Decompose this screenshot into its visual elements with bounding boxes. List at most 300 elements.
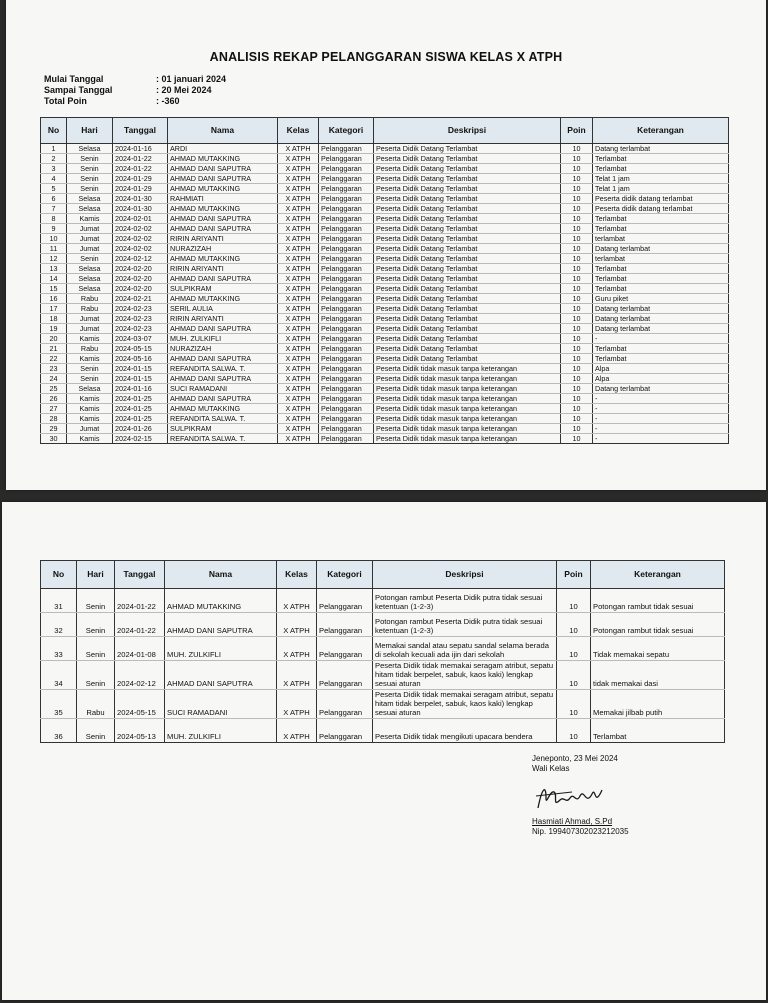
cell-tanggal: 2024-01-16 (113, 144, 168, 154)
cell-deskripsi: Peserta Didik Datang Terlambat (374, 314, 561, 324)
cell-deskripsi: Peserta Didik Datang Terlambat (374, 274, 561, 284)
cell-kelas: X ATPH (277, 613, 317, 637)
cell-tanggal: 2024-05-13 (115, 719, 165, 743)
col-tanggal: Tanggal (113, 118, 168, 144)
cell-tanggal: 2024-02-12 (113, 254, 168, 264)
cell-deskripsi: Peserta Didik tidak masuk tanpa keterangan (374, 384, 561, 394)
cell-tanggal: 2024-02-02 (113, 244, 168, 254)
table-row (41, 384, 729, 394)
table-row (41, 254, 729, 264)
cell-poin: 10 (561, 184, 593, 194)
cell-tanggal: 2024-01-16 (113, 384, 168, 394)
cell-kategori: Pelanggaran (319, 284, 374, 294)
cell-kategori: Pelanggaran (319, 174, 374, 184)
col-poin: Poin (557, 561, 591, 589)
cell-poin: 10 (561, 244, 593, 254)
cell-nama: RIRIN ARIYANTI (168, 264, 278, 274)
meta-row (44, 74, 226, 85)
cell-kategori: Pelanggaran (317, 690, 373, 719)
cell-keterangan: Terlambat (593, 154, 729, 164)
cell-tanggal: 2024-05-15 (115, 690, 165, 719)
cell-poin: 10 (561, 404, 593, 414)
cell-tanggal: 2024-01-25 (113, 394, 168, 404)
table-row (41, 661, 725, 690)
cell-no: 30 (41, 434, 67, 444)
meta-label: Total Poin (44, 96, 87, 106)
cell-no: 18 (41, 314, 67, 324)
cell-no: 26 (41, 394, 67, 404)
cell-keterangan: Terlambat (593, 214, 729, 224)
cell-keterangan: tidak memakai dasi (591, 661, 725, 690)
cell-tanggal: 2024-01-15 (113, 364, 168, 374)
col-nama: Nama (168, 118, 278, 144)
cell-deskripsi: Peserta Didik Datang Terlambat (374, 144, 561, 154)
signer-nip: Nip. 199407302023212035 (532, 827, 629, 836)
table-row (41, 344, 729, 354)
cell-keterangan: - (593, 414, 729, 424)
col-deskripsi: Deskripsi (374, 118, 561, 144)
cell-nama: ARDI (168, 144, 278, 154)
cell-hari: Jumat (67, 424, 113, 434)
cell-tanggal: 2024-01-30 (113, 194, 168, 204)
cell-poin: 10 (561, 374, 593, 384)
cell-keterangan: Memakai jilbab putih (591, 690, 725, 719)
cell-kategori: Pelanggaran (319, 234, 374, 244)
cell-kelas: X ATPH (278, 184, 319, 194)
cell-kategori: Pelanggaran (319, 244, 374, 254)
cell-nama: REFANDITA SALWA. T. (168, 414, 278, 424)
cell-nama: AHMAD MUTAKKING (168, 404, 278, 414)
cell-poin: 10 (561, 334, 593, 344)
report-title: ANALISIS REKAP PELANGGARAN SISWA KELAS X ATPH (209, 50, 563, 64)
cell-hari: Selasa (67, 194, 113, 204)
cell-deskripsi: Peserta Didik Datang Terlambat (374, 244, 561, 254)
cell-keterangan: Terlambat (593, 344, 729, 354)
cell-poin: 10 (561, 144, 593, 154)
cell-poin: 10 (561, 344, 593, 354)
cell-hari: Senin (67, 364, 113, 374)
cell-kelas: X ATPH (278, 374, 319, 384)
cell-poin: 10 (561, 294, 593, 304)
cell-hari: Kamis (67, 404, 113, 414)
cell-nama: SULPIKRAM (168, 424, 278, 434)
cell-deskripsi: Memakai sandal atau sepatu sandal selama berada di sekolah kecuali ada ijin dari sekolah (373, 637, 557, 661)
cell-no: 10 (41, 234, 67, 244)
cell-kelas: X ATPH (278, 234, 319, 244)
cell-tanggal: 2024-02-23 (113, 314, 168, 324)
cell-kategori: Pelanggaran (319, 324, 374, 334)
cell-kelas: X ATPH (278, 264, 319, 274)
cell-poin: 10 (557, 637, 591, 661)
cell-poin: 10 (561, 274, 593, 284)
cell-keterangan: - (593, 334, 729, 344)
cell-no: 2 (41, 154, 67, 164)
cell-kelas: X ATPH (278, 224, 319, 234)
cell-kelas: X ATPH (278, 424, 319, 434)
cell-kategori: Pelanggaran (319, 364, 374, 374)
cell-keterangan: terlambat (593, 254, 729, 264)
table-row (41, 364, 729, 374)
cell-hari: Senin (67, 154, 113, 164)
cell-deskripsi: Peserta Didik Datang Terlambat (374, 204, 561, 214)
cell-keterangan: Terlambat (593, 264, 729, 274)
cell-keterangan: Peserta didik datang terlambat (593, 204, 729, 214)
cell-nama: MUH. ZULKIFLI (165, 719, 277, 743)
cell-hari: Senin (77, 637, 115, 661)
cell-deskripsi: Peserta Didik Datang Terlambat (374, 174, 561, 184)
cell-kategori: Pelanggaran (317, 661, 373, 690)
table-row (41, 234, 729, 244)
cell-kategori: Pelanggaran (319, 334, 374, 344)
cell-kelas: X ATPH (278, 314, 319, 324)
cell-keterangan: Telat 1 jam (593, 174, 729, 184)
cell-tanggal: 2024-02-01 (113, 214, 168, 224)
cell-poin: 10 (561, 304, 593, 314)
cell-deskripsi: Peserta Didik Datang Terlambat (374, 264, 561, 274)
cell-kelas: X ATPH (278, 304, 319, 314)
cell-keterangan: Terlambat (593, 274, 729, 284)
cell-kategori: Pelanggaran (319, 384, 374, 394)
cell-kategori: Pelanggaran (319, 344, 374, 354)
cell-tanggal: 2024-02-20 (113, 284, 168, 294)
cell-hari: Jumat (67, 324, 113, 334)
cell-no: 7 (41, 204, 67, 214)
cell-keterangan: Datang terlambat (593, 144, 729, 154)
cell-nama: REFANDITA SALWA. T. (168, 434, 278, 444)
cell-hari: Senin (77, 613, 115, 637)
table-row (41, 214, 729, 224)
cell-tanggal: 2024-02-15 (113, 434, 168, 444)
cell-keterangan: Datang terlambat (593, 314, 729, 324)
cell-kelas: X ATPH (278, 394, 319, 404)
cell-hari: Selasa (67, 274, 113, 284)
cell-hari: Senin (67, 254, 113, 264)
cell-hari: Kamis (67, 334, 113, 344)
cell-no: 6 (41, 194, 67, 204)
cell-hari: Senin (67, 184, 113, 194)
cell-hari: Senin (77, 661, 115, 690)
cell-no: 22 (41, 354, 67, 364)
col-poin: Poin (561, 118, 593, 144)
cell-hari: Selasa (67, 284, 113, 294)
table-row (41, 424, 729, 434)
cell-hari: Selasa (67, 264, 113, 274)
cell-tanggal: 2024-02-02 (113, 234, 168, 244)
cell-keterangan: Potongan rambut tidak sesuai (591, 613, 725, 637)
cell-kelas: X ATPH (277, 637, 317, 661)
cell-nama: AHMAD MUTAKKING (168, 204, 278, 214)
meta-row (44, 85, 226, 96)
cell-poin: 10 (557, 690, 591, 719)
cell-kelas: X ATPH (278, 324, 319, 334)
col-tanggal: Tanggal (115, 561, 165, 589)
cell-kelas: X ATPH (278, 214, 319, 224)
cell-no: 12 (41, 254, 67, 264)
cell-kategori: Pelanggaran (319, 294, 374, 304)
cell-nama: MUH. ZULKIFLI (165, 637, 277, 661)
cell-poin: 10 (557, 613, 591, 637)
cell-nama: SULPIKRAM (168, 284, 278, 294)
table-row (41, 434, 729, 444)
cell-kategori: Pelanggaran (317, 613, 373, 637)
cell-deskripsi: Peserta Didik tidak masuk tanpa keterangan (374, 364, 561, 374)
col-no: No (41, 118, 67, 144)
page-1 (6, 0, 766, 490)
cell-hari: Selasa (67, 204, 113, 214)
cell-keterangan: Terlambat (591, 719, 725, 743)
table-row (41, 589, 725, 613)
cell-nama: AHMAD MUTAKKING (168, 294, 278, 304)
cell-deskripsi: Peserta Didik tidak memakai seragam atribut, sepatu hitam tidak berpelet, sabuk, kaos kaki) lengkap sesuai aturan (373, 690, 557, 719)
handwritten-signature-image (532, 778, 612, 814)
cell-kategori: Pelanggaran (319, 194, 374, 204)
cell-hari: Jumat (67, 234, 113, 244)
cell-deskripsi: Peserta Didik tidak mengikuti upacara bendera (373, 719, 557, 743)
cell-nama: REFANDITA SALWA. T. (168, 364, 278, 374)
cell-deskripsi: Peserta Didik Datang Terlambat (374, 224, 561, 234)
cell-kategori: Pelanggaran (319, 404, 374, 414)
cell-tanggal: 2024-05-15 (113, 344, 168, 354)
cell-poin: 10 (557, 719, 591, 743)
cell-tanggal: 2024-05-16 (113, 354, 168, 364)
cell-keterangan: Datang terlambat (593, 324, 729, 334)
cell-keterangan: - (593, 404, 729, 414)
cell-kategori: Pelanggaran (319, 214, 374, 224)
cell-poin: 10 (561, 204, 593, 214)
cell-hari: Senin (67, 174, 113, 184)
cell-kategori: Pelanggaran (319, 394, 374, 404)
cell-hari: Jumat (67, 224, 113, 234)
cell-kelas: X ATPH (278, 384, 319, 394)
cell-deskripsi: Peserta Didik Datang Terlambat (374, 284, 561, 294)
violations-table (40, 117, 729, 444)
meta-label: Sampai Tanggal (44, 85, 113, 95)
cell-tanggal: 2024-01-22 (115, 589, 165, 613)
cell-no: 21 (41, 344, 67, 354)
cell-nama: AHMAD DANI SAPUTRA (165, 661, 277, 690)
cell-nama: AHMAD DANI SAPUTRA (168, 394, 278, 404)
cell-deskripsi: Peserta Didik tidak memakai seragam atribut, sepatu hitam tidak berpelet, sabuk, kaos kaki) lengkap sesuai aturan (373, 661, 557, 690)
cell-nama: NURAZIZAH (168, 244, 278, 254)
cell-keterangan: Terlambat (593, 164, 729, 174)
cell-nama: AHMAD DANI SAPUTRA (168, 174, 278, 184)
table-row (41, 144, 729, 154)
cell-keterangan: Tidak memakai sepatu (591, 637, 725, 661)
cell-no: 9 (41, 224, 67, 234)
cell-no: 5 (41, 184, 67, 194)
table-row (41, 294, 729, 304)
cell-tanggal: 2024-01-25 (113, 414, 168, 424)
cell-no: 24 (41, 374, 67, 384)
cell-keterangan: Guru piket (593, 294, 729, 304)
cell-no: 36 (41, 719, 77, 743)
cell-hari: Senin (67, 164, 113, 174)
cell-keterangan: Telat 1 jam (593, 184, 729, 194)
cell-tanggal: 2024-02-21 (113, 294, 168, 304)
cell-keterangan: Terlambat (593, 354, 729, 364)
cell-kelas: X ATPH (278, 354, 319, 364)
signer-role: Wali Kelas (532, 764, 570, 773)
cell-hari: Senin (77, 719, 115, 743)
col-nama: Nama (165, 561, 277, 589)
cell-poin: 10 (561, 384, 593, 394)
cell-hari: Kamis (67, 394, 113, 404)
cell-hari: Rabu (67, 304, 113, 314)
cell-no: 23 (41, 364, 67, 374)
cell-deskripsi: Peserta Didik Datang Terlambat (374, 354, 561, 364)
cell-no: 15 (41, 284, 67, 294)
table-row (41, 224, 729, 234)
cell-deskripsi: Peserta Didik Datang Terlambat (374, 334, 561, 344)
table-row (41, 244, 729, 254)
col-kelas: Kelas (278, 118, 319, 144)
cell-tanggal: 2024-02-02 (113, 224, 168, 234)
cell-kelas: X ATPH (278, 434, 319, 444)
cell-kategori: Pelanggaran (317, 719, 373, 743)
cell-hari: Jumat (67, 244, 113, 254)
cell-nama: AHMAD MUTAKKING (168, 154, 278, 164)
cell-poin: 10 (561, 174, 593, 184)
cell-kelas: X ATPH (278, 154, 319, 164)
cell-hari: Kamis (67, 414, 113, 424)
cell-no: 32 (41, 613, 77, 637)
cell-no: 14 (41, 274, 67, 284)
cell-poin: 10 (561, 414, 593, 424)
cell-nama: SUCI RAMADANI (168, 384, 278, 394)
cell-no: 25 (41, 384, 67, 394)
table-row (41, 184, 729, 194)
violations-table-continued (40, 560, 725, 743)
cell-kelas: X ATPH (278, 284, 319, 294)
cell-hari: Senin (67, 374, 113, 384)
cell-nama: RIRIN ARIYANTI (168, 314, 278, 324)
cell-tanggal: 2024-01-22 (113, 154, 168, 164)
meta-value: : 20 Mei 2024 (156, 85, 212, 95)
cell-kelas: X ATPH (278, 164, 319, 174)
cell-no: 4 (41, 174, 67, 184)
table-row (41, 194, 729, 204)
table-row (41, 154, 729, 164)
cell-kelas: X ATPH (278, 274, 319, 284)
page-2 (2, 502, 766, 1000)
table-header (41, 561, 725, 589)
cell-nama: SERIL AULIA (168, 304, 278, 314)
cell-deskripsi: Peserta Didik Datang Terlambat (374, 304, 561, 314)
cell-deskripsi: Potongan rambut Peserta Didik putra tidak sesuai ketentuan (1-2-3) (373, 589, 557, 613)
col-deskripsi: Deskripsi (373, 561, 557, 589)
cell-no: 31 (41, 589, 77, 613)
table-row (41, 304, 729, 314)
cell-no: 27 (41, 404, 67, 414)
cell-poin: 10 (561, 394, 593, 404)
table-row (41, 204, 729, 214)
col-kelas: Kelas (277, 561, 317, 589)
col-keterangan: Keterangan (591, 561, 725, 589)
cell-keterangan: Terlambat (593, 224, 729, 234)
cell-kategori: Pelanggaran (319, 374, 374, 384)
place-date: Jeneponto, 23 Mei 2024 (532, 754, 618, 763)
cell-kategori: Pelanggaran (317, 637, 373, 661)
cell-tanggal: 2024-01-29 (113, 184, 168, 194)
cell-kelas: X ATPH (277, 661, 317, 690)
meta-value: : -360 (156, 96, 180, 106)
table-row (41, 690, 725, 719)
cell-nama: AHMAD DANI SAPUTRA (168, 354, 278, 364)
cell-tanggal: 2024-01-29 (113, 174, 168, 184)
cell-deskripsi: Peserta Didik Datang Terlambat (374, 324, 561, 334)
cell-nama: AHMAD DANI SAPUTRA (168, 224, 278, 234)
cell-tanggal: 2024-01-25 (113, 404, 168, 414)
table-row (41, 164, 729, 174)
cell-nama: AHMAD DANI SAPUTRA (165, 613, 277, 637)
cell-kategori: Pelanggaran (319, 164, 374, 174)
cell-keterangan: Terlambat (593, 284, 729, 294)
cell-kategori: Pelanggaran (319, 224, 374, 234)
cell-hari: Kamis (67, 214, 113, 224)
table-header (41, 118, 729, 144)
col-no: No (41, 561, 77, 589)
cell-keterangan: Datang terlambat (593, 244, 729, 254)
cell-hari: Rabu (67, 344, 113, 354)
meta-row (44, 96, 226, 107)
cell-nama: NURAZIZAH (168, 344, 278, 354)
cell-kelas: X ATPH (278, 404, 319, 414)
cell-nama: AHMAD DANI SAPUTRA (168, 374, 278, 384)
cell-poin: 10 (561, 254, 593, 264)
cell-poin: 10 (561, 314, 593, 324)
cell-deskripsi: Peserta Didik Datang Terlambat (374, 154, 561, 164)
cell-deskripsi: Peserta Didik Datang Terlambat (374, 234, 561, 244)
cell-poin: 10 (561, 284, 593, 294)
cell-poin: 10 (561, 164, 593, 174)
cell-hari: Selasa (67, 384, 113, 394)
cell-tanggal: 2024-01-22 (113, 164, 168, 174)
table-row (41, 374, 729, 384)
cell-no: 3 (41, 164, 67, 174)
cell-poin: 10 (561, 234, 593, 244)
cell-keterangan: - (593, 434, 729, 444)
cell-kategori: Pelanggaran (319, 434, 374, 444)
cell-no: 13 (41, 264, 67, 274)
cell-poin: 10 (561, 324, 593, 334)
cell-tanggal: 2024-01-15 (113, 374, 168, 384)
cell-deskripsi: Peserta Didik tidak masuk tanpa keterangan (374, 424, 561, 434)
cell-kelas: X ATPH (278, 344, 319, 354)
cell-no: 16 (41, 294, 67, 304)
table-row (41, 174, 729, 184)
table-row (41, 324, 729, 334)
cell-tanggal: 2024-02-20 (113, 274, 168, 284)
cell-nama: SUCI RAMADANI (165, 690, 277, 719)
cell-tanggal: 2024-02-20 (113, 264, 168, 274)
cell-kategori: Pelanggaran (319, 304, 374, 314)
cell-tanggal: 2024-02-23 (113, 304, 168, 314)
cell-deskripsi: Peserta Didik tidak masuk tanpa keterangan (374, 394, 561, 404)
cell-poin: 10 (561, 364, 593, 374)
cell-deskripsi: Peserta Didik tidak masuk tanpa keterangan (374, 414, 561, 424)
cell-kategori: Pelanggaran (319, 414, 374, 424)
cell-nama: AHMAD DANI SAPUTRA (168, 164, 278, 174)
cell-kategori: Pelanggaran (319, 184, 374, 194)
cell-deskripsi: Peserta Didik Datang Terlambat (374, 184, 561, 194)
cell-no: 20 (41, 334, 67, 344)
cell-nama: AHMAD DANI SAPUTRA (168, 214, 278, 224)
cell-kelas: X ATPH (278, 254, 319, 264)
cell-no: 1 (41, 144, 67, 154)
table-row (41, 414, 729, 424)
meta-label: Mulai Tanggal (44, 74, 104, 84)
cell-kategori: Pelanggaran (319, 314, 374, 324)
